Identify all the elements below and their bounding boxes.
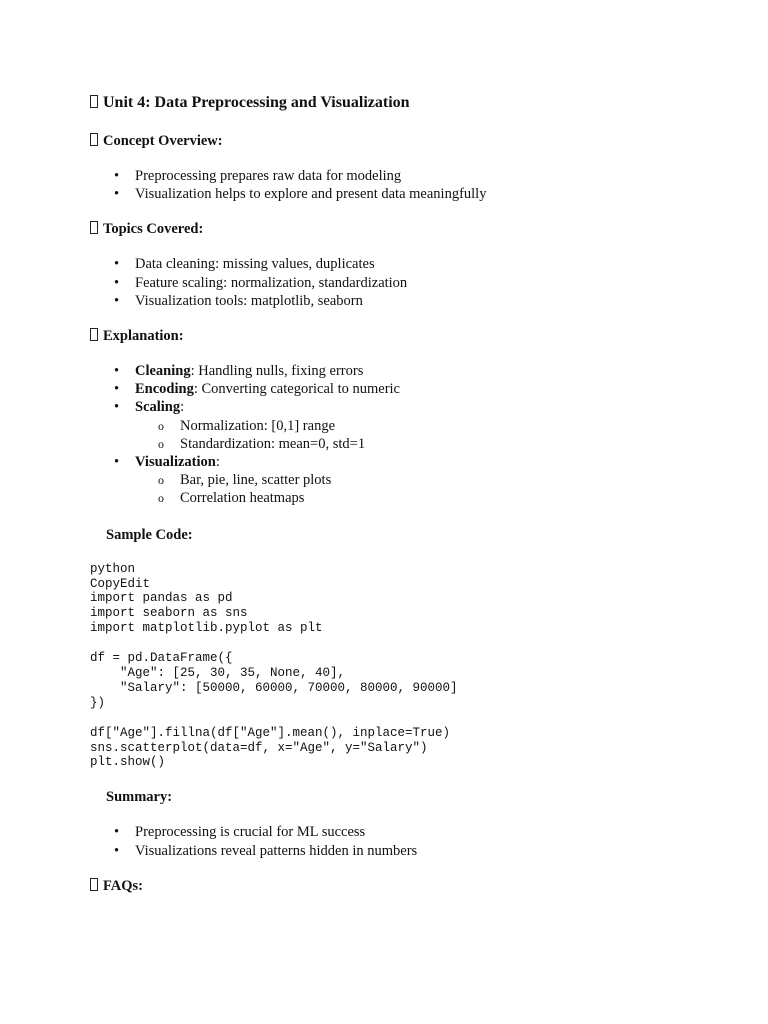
term-label: Encoding: [135, 381, 194, 398]
list-item: • Visualizations reveal patterns hidden in numbers: [135, 842, 730, 860]
term-label: Scaling: [135, 399, 181, 416]
sub-list: [135, 471, 730, 507]
list-item: • Feature scaling: normalization, standardization: [135, 274, 730, 292]
explanation-heading: [90, 326, 730, 346]
term-label: Cleaning: [135, 363, 191, 380]
list-item: • Data cleaning: missing values, duplicates: [135, 255, 730, 273]
code-block: [90, 562, 730, 771]
term-description: :: [180, 399, 185, 416]
list-item: • Preprocessing prepares raw data for modeling: [135, 167, 730, 185]
sample-code-heading: [90, 525, 730, 545]
summary-heading-text: Summary:: [106, 789, 173, 806]
code-content: import pandas as pd import seaborn as sns import matplotlib.pyplot as plt df = pd.DataFrame({ "Age": [25, 30, 35, None, 40], "Salary": [50000, 60000, 70000, 80000, 90000] }) df["Age"].fillna(df["Age"].mean(), inplace=True) sns.scatterplot(data=df, x="Age", y="Salary") plt.show(): [90, 591, 458, 770]
term-description: : Converting categorical to numeric: [193, 381, 400, 398]
list-item: • Visualization tools: matplotlib, seaborn: [135, 292, 730, 310]
sub-list-item: o Standardization: mean=0, std=1: [180, 435, 730, 453]
page-title: [90, 92, 730, 114]
term-description: : Handling nulls, fixing errors: [190, 363, 364, 380]
document-page: [90, 92, 730, 896]
list-item: [135, 380, 730, 398]
topics-covered-heading: [90, 219, 730, 239]
sample-code-heading-text: Sample Code:: [106, 526, 193, 543]
topics-covered-heading-text: Topics Covered:: [103, 221, 204, 238]
sub-list: [135, 417, 730, 453]
list-item: [135, 398, 730, 453]
faqs-heading: [90, 876, 730, 896]
faqs-heading-text: FAQs:: [103, 877, 144, 894]
missing-glyph-icon: [90, 95, 98, 108]
missing-glyph-icon: [90, 221, 98, 234]
concept-overview-heading: [90, 131, 730, 151]
topics-covered-list: [90, 255, 730, 310]
copy-edit-label[interactable]: CopyEdit: [90, 576, 151, 591]
list-item: • Preprocessing is crucial for ML success: [135, 823, 730, 841]
page-title-text: Unit 4: Data Preprocessing and Visualization: [103, 94, 410, 111]
missing-glyph-icon: [90, 133, 98, 146]
code-language-label: python: [90, 561, 136, 576]
term-description: :: [215, 454, 220, 471]
missing-glyph-icon: [90, 878, 98, 891]
list-item: • Visualization helps to explore and present data meaningfully: [135, 185, 730, 203]
explanation-list: [90, 362, 730, 508]
sub-list-item: o Correlation heatmaps: [180, 489, 730, 507]
concept-overview-list: [90, 167, 730, 203]
sub-list-item: o Normalization: [0,1] range: [180, 417, 730, 435]
missing-glyph-icon: [90, 328, 98, 341]
summary-list: [90, 823, 730, 859]
concept-overview-heading-text: Concept Overview:: [103, 133, 223, 149]
explanation-heading-text: Explanation:: [103, 328, 184, 345]
summary-heading: [90, 787, 730, 807]
list-item: [135, 362, 730, 380]
list-item: [135, 453, 730, 508]
sub-list-item: o Bar, pie, line, scatter plots: [180, 471, 730, 489]
term-label: Visualization: [135, 454, 216, 471]
